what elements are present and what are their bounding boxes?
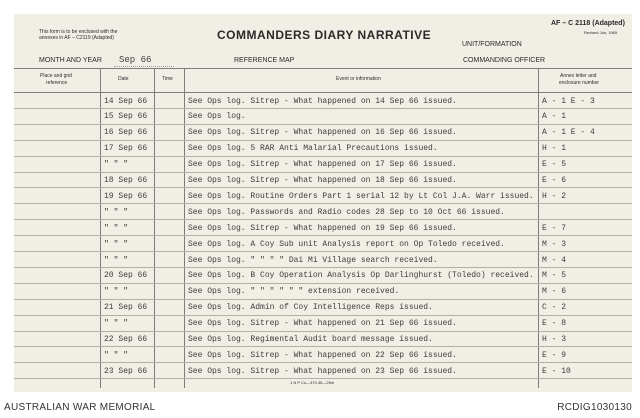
entry-event: See Ops log. Sitrep - What happened on 18 Sep 66 issued. (188, 176, 457, 185)
row-rule (14, 362, 632, 363)
entry-event: See Ops log. Sitrep - What happened on 19 Sep 66 issued. (188, 223, 457, 233)
row-rule (14, 203, 632, 204)
entry-annex: H - 2 (542, 191, 567, 201)
column-header-date: Date (118, 76, 129, 82)
column-header-place-2: reference (46, 80, 68, 86)
reference-map-label: REFERENCE MAP (234, 57, 295, 64)
row-rule (14, 219, 632, 220)
row-rule (14, 267, 632, 268)
entry-annex: M - 3 (542, 239, 567, 249)
row-rule (14, 283, 632, 284)
print-mark: 1 N P Co—370.45—25m (290, 380, 335, 385)
column-divider-2 (154, 68, 155, 388)
entry-event: See Ops log. Sitrep - What happened on 21 Sep 66 issued. (188, 319, 457, 329)
column-header-place-1: Place and grid (40, 73, 72, 79)
entry-event: See Ops log. 5 RAR Anti Malarial Precautions issued. (188, 144, 438, 154)
entry-date: 16 Sep 66 (104, 128, 148, 138)
archive-reference: RCDIG1030130 (557, 402, 632, 413)
entry-date: " " " (104, 287, 129, 297)
entry-date: " " " (104, 319, 129, 329)
entry-date: 18 Sep 66 (104, 176, 148, 185)
entry-date: 15 Sep 66 (104, 112, 148, 122)
row-rule (14, 235, 632, 236)
column-divider-1 (100, 68, 101, 388)
entry-date: 14 Sep 66 (104, 96, 148, 106)
entry-date: " " " (104, 255, 129, 265)
row-rule (14, 124, 632, 125)
entry-event: See Ops log. Sitrep - What happened on 22 Sep 66 issued. (188, 350, 457, 360)
commanding-officer-label: COMMANDING OFFICER (463, 57, 546, 64)
entry-event: See Ops log. A Coy Sub unit Analysis report on Op Toledo received. (188, 239, 505, 249)
entry-event: See Ops log. B Coy Operation Analysis Op Darlinghurst (Toledo) received. (188, 271, 534, 281)
entry-event: See Ops log. Sitrep - What happened on 14 Sep 66 issued. (188, 96, 457, 106)
entry-date: 23 Sep 66 (104, 366, 148, 376)
diary-page (14, 14, 632, 392)
form-code: AF – C 2118 (Adapted) (551, 20, 625, 27)
row-rule (14, 331, 632, 332)
entry-event: See Ops log. (188, 112, 246, 122)
month-year-label: MONTH AND YEAR (39, 57, 102, 64)
unit-formation-label: UNIT/FORMATION (462, 41, 522, 48)
entry-event: See Ops log. Routine Orders Part 1 serial 12 by Lt Col J.A. Warr issued. (188, 191, 534, 201)
entry-annex: A - 1 (542, 112, 567, 122)
entry-annex: E - 10 (542, 366, 571, 376)
entry-event: See Ops log. Sitrep - What happened on 16 Sep 66 issued. (188, 128, 457, 138)
entry-date: " " " (104, 239, 129, 249)
column-header-event: Event or information (336, 76, 381, 82)
archive-footer (0, 398, 640, 418)
column-header-rule (14, 92, 632, 93)
entry-date: 20 Sep 66 (104, 271, 148, 281)
entry-date: 21 Sep 66 (104, 303, 148, 313)
entry-event: See Ops log. " " " " " " extension received. (188, 287, 400, 297)
row-rule (14, 108, 632, 109)
archive-name: AUSTRALIAN WAR MEMORIAL (4, 402, 156, 413)
entry-event: See Ops log. Regimental Audit board message issued. (188, 335, 433, 344)
row-rule (14, 299, 632, 300)
entry-event: See Ops log. Admin of Coy Intelligence Reps issued. (188, 303, 433, 313)
entry-event: See Ops log. Passwords and Radio codes 28 Sep to 10 Oct 66 issued. (188, 207, 505, 217)
month-year-value: Sep 66 (119, 55, 152, 65)
entry-annex: M - 6 (542, 287, 567, 297)
page-title: COMMANDERS DIARY NARRATIVE (217, 28, 432, 42)
form-revised: Revised Jun, 1965 (584, 30, 618, 35)
entry-annex: H - 3 (542, 335, 567, 344)
row-rule (14, 346, 632, 347)
row-rule (14, 140, 632, 141)
entry-annex: C - 2 (542, 303, 567, 313)
entry-annex: E - 8 (542, 319, 567, 329)
entry-date: " " " (104, 160, 129, 170)
column-header-time: Time (162, 76, 173, 82)
entry-date: 19 Sep 66 (104, 191, 148, 201)
entry-annex: H - 1 (542, 144, 567, 154)
entry-annex: E - 5 (542, 160, 567, 170)
entry-annex: E - 6 (542, 176, 567, 185)
entry-annex: M - 4 (542, 255, 567, 265)
entry-annex: E - 7 (542, 223, 567, 233)
row-rule (14, 172, 632, 173)
column-divider-3 (184, 68, 185, 388)
entry-annex: A - 1 E - 4 (542, 128, 595, 138)
form-note-line2: annexes in AF – C2119 (Adapted) (39, 35, 114, 41)
entry-date: " " " (104, 350, 129, 360)
table-top-rule (14, 68, 632, 69)
entry-annex: A - 1 E - 3 (542, 96, 595, 106)
entry-date: " " " (104, 207, 129, 217)
entry-event: See Ops log. " " " " Dai Mi Village search received. (188, 255, 438, 265)
entry-date: 22 Sep 66 (104, 335, 148, 344)
row-rule (14, 187, 632, 188)
column-divider-4 (538, 68, 539, 388)
entry-event: See Ops log. Sitrep - What happened on 17 Sep 66 issued. (188, 160, 457, 170)
row-rule (14, 156, 632, 157)
entry-date: " " " (104, 223, 129, 233)
column-header-annex-1: Annex letter and (560, 73, 597, 79)
row-rule (14, 315, 632, 316)
form-note-line1: This form is to be enclosed with the (39, 29, 118, 35)
entry-date: 17 Sep 66 (104, 144, 148, 154)
entry-annex: M - 5 (542, 271, 567, 281)
entry-event: See Ops log. Sitrep - What happened on 23 Sep 66 issued. (188, 366, 457, 376)
column-header-annex-2: enclosure number (559, 80, 600, 86)
row-rule (14, 251, 632, 252)
entry-annex: E - 9 (542, 350, 567, 360)
month-year-dots (114, 66, 174, 67)
